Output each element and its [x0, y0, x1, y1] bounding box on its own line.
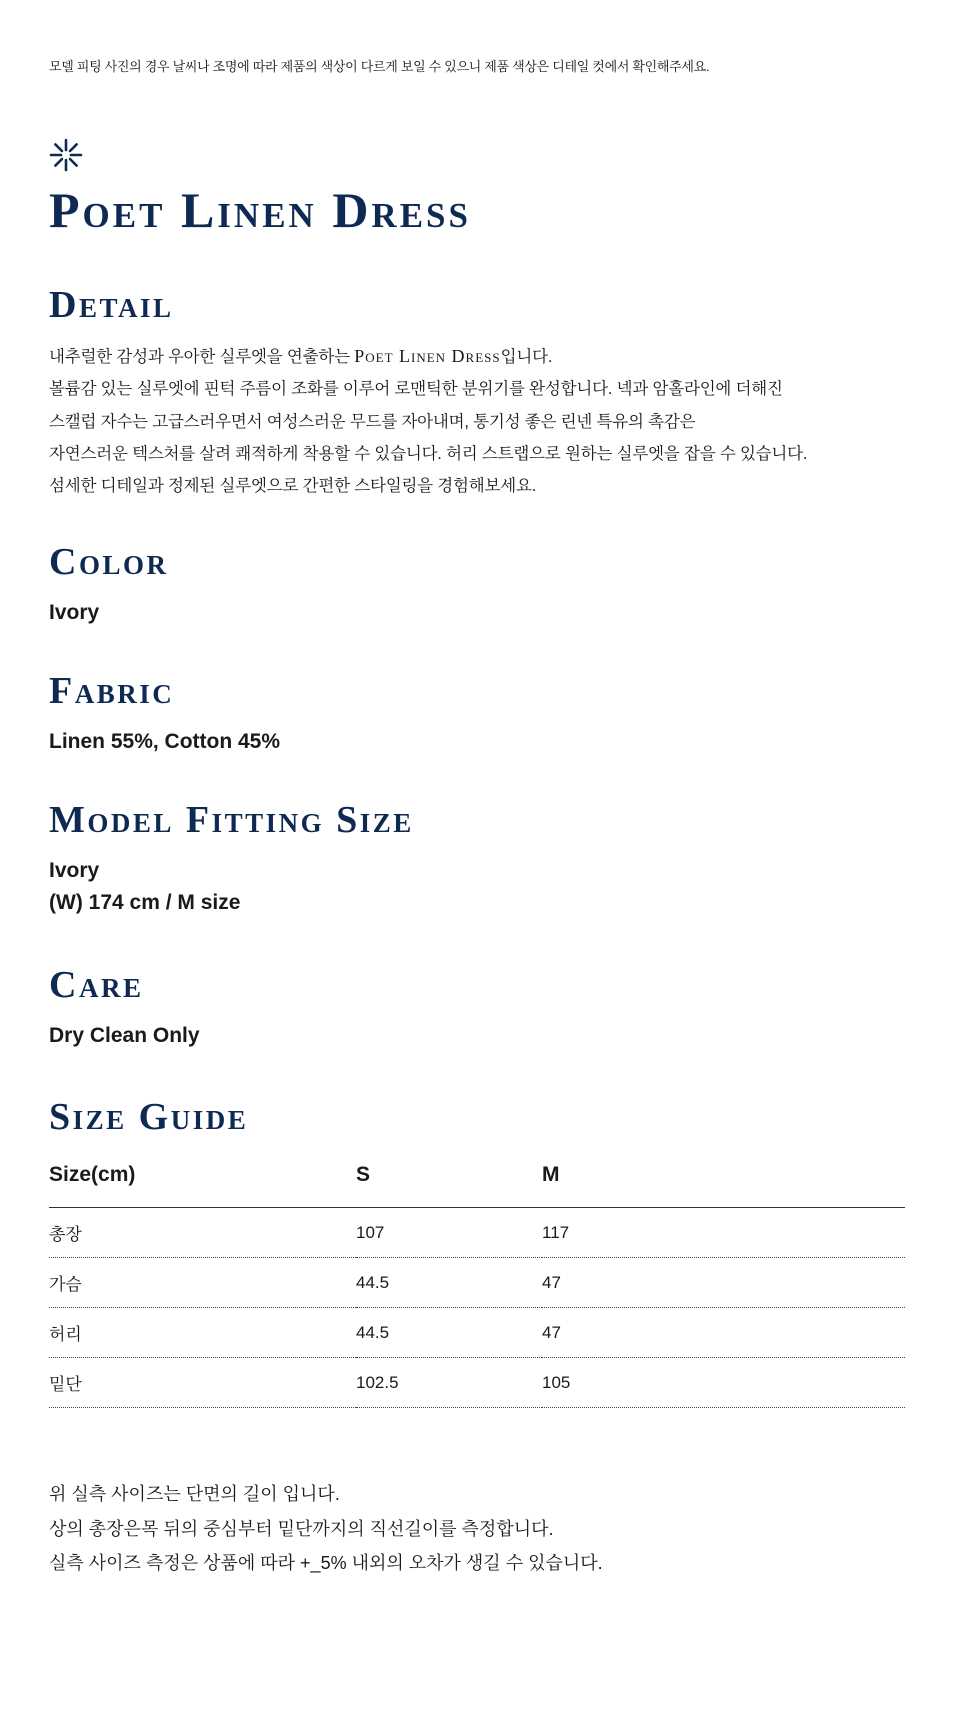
- detail-heading: Detail: [49, 284, 174, 326]
- table-cell: 107: [356, 1208, 542, 1258]
- model-fitting-size: (W) 174 cm / M size: [49, 891, 241, 914]
- detail-line: 볼륨감 있는 실루엣에 핀턱 주름이 조화를 이루어 로맨틱한 분위기를 완성합니다. 넥과 암홀라인에 더해진: [49, 380, 783, 399]
- size-notes: [49, 1477, 603, 1581]
- color-notice: 모델 피팅 사진의 경우 날씨나 조명에 따라 제품의 색상이 다르게 보일 수 있으니 제품 색상은 디테일 컷에서 확인해주세요.: [49, 59, 710, 74]
- table-cell: 117: [542, 1208, 905, 1258]
- column-header: M: [542, 1163, 905, 1208]
- product-name-inline: Poet Linen Dress: [354, 346, 501, 366]
- color-value: Ivory: [49, 601, 100, 624]
- table-cell: 105: [542, 1358, 905, 1408]
- detail-line: 자연스러운 텍스처를 살려 쾌적하게 착용할 수 있습니다. 허리 스트랩으로 원하는 실루엣을 잡을 수 있습니다.: [49, 444, 808, 463]
- table-cell: 47: [542, 1258, 905, 1308]
- table-cell: 47: [542, 1308, 905, 1358]
- size-guide-heading: Size Guide: [49, 1096, 249, 1138]
- asterisk-star-icon: [49, 138, 83, 172]
- detail-line-text: 입니다.: [500, 348, 553, 366]
- detail-line: 스캘럽 자수는 고급스러우면서 여성스러운 무드를 자아내며, 통기성 좋은 린넨 특유의 촉감은: [49, 412, 696, 431]
- fabric-value: Linen 55%, Cotton 45%: [49, 730, 281, 753]
- table-cell: 총장: [49, 1208, 356, 1258]
- table-header-row: [49, 1163, 905, 1208]
- care-heading: Care: [49, 964, 144, 1006]
- column-header: S: [356, 1163, 542, 1208]
- detail-line: [49, 340, 807, 373]
- table-cell: 102.5: [356, 1358, 542, 1408]
- table-row: [49, 1258, 905, 1308]
- note-line: 상의 총장은목 뒤의 중심부터 밑단까지의 직선길이를 측정합니다.: [49, 1518, 554, 1539]
- model-fitting-color: Ivory: [49, 859, 100, 882]
- table-row: [49, 1358, 905, 1408]
- fabric-heading: Fabric: [49, 670, 175, 712]
- size-guide-table: [49, 1163, 905, 1408]
- detail-line: 섬세한 디테일과 정제된 실루엣으로 간편한 스타일링을 경험해보세요.: [49, 477, 537, 496]
- detail-line-text: 내추럴한 감성과 우아한 실루엣을 연출하는: [49, 348, 355, 366]
- note-line: 위 실측 사이즈는 단면의 길이 입니다.: [49, 1484, 340, 1504]
- table-cell: 가슴: [49, 1258, 356, 1308]
- table-row: [49, 1308, 905, 1358]
- column-header: Size(cm): [49, 1163, 356, 1208]
- table-cell: 허리: [49, 1308, 356, 1358]
- detail-description: [49, 340, 807, 502]
- model-fitting-heading: Model Fitting Size: [49, 799, 414, 841]
- table-cell: 밑단: [49, 1358, 356, 1408]
- care-value: Dry Clean Only: [49, 1024, 200, 1047]
- color-heading: Color: [49, 541, 169, 583]
- product-title: Poet Linen Dress: [49, 182, 471, 238]
- table-cell: 44.5: [356, 1258, 542, 1308]
- note-line: 실측 사이즈 측정은 상품에 따라 +_5% 내외의 오차가 생길 수 있습니다.: [49, 1553, 603, 1573]
- table-cell: 44.5: [356, 1308, 542, 1358]
- table-row: [49, 1208, 905, 1258]
